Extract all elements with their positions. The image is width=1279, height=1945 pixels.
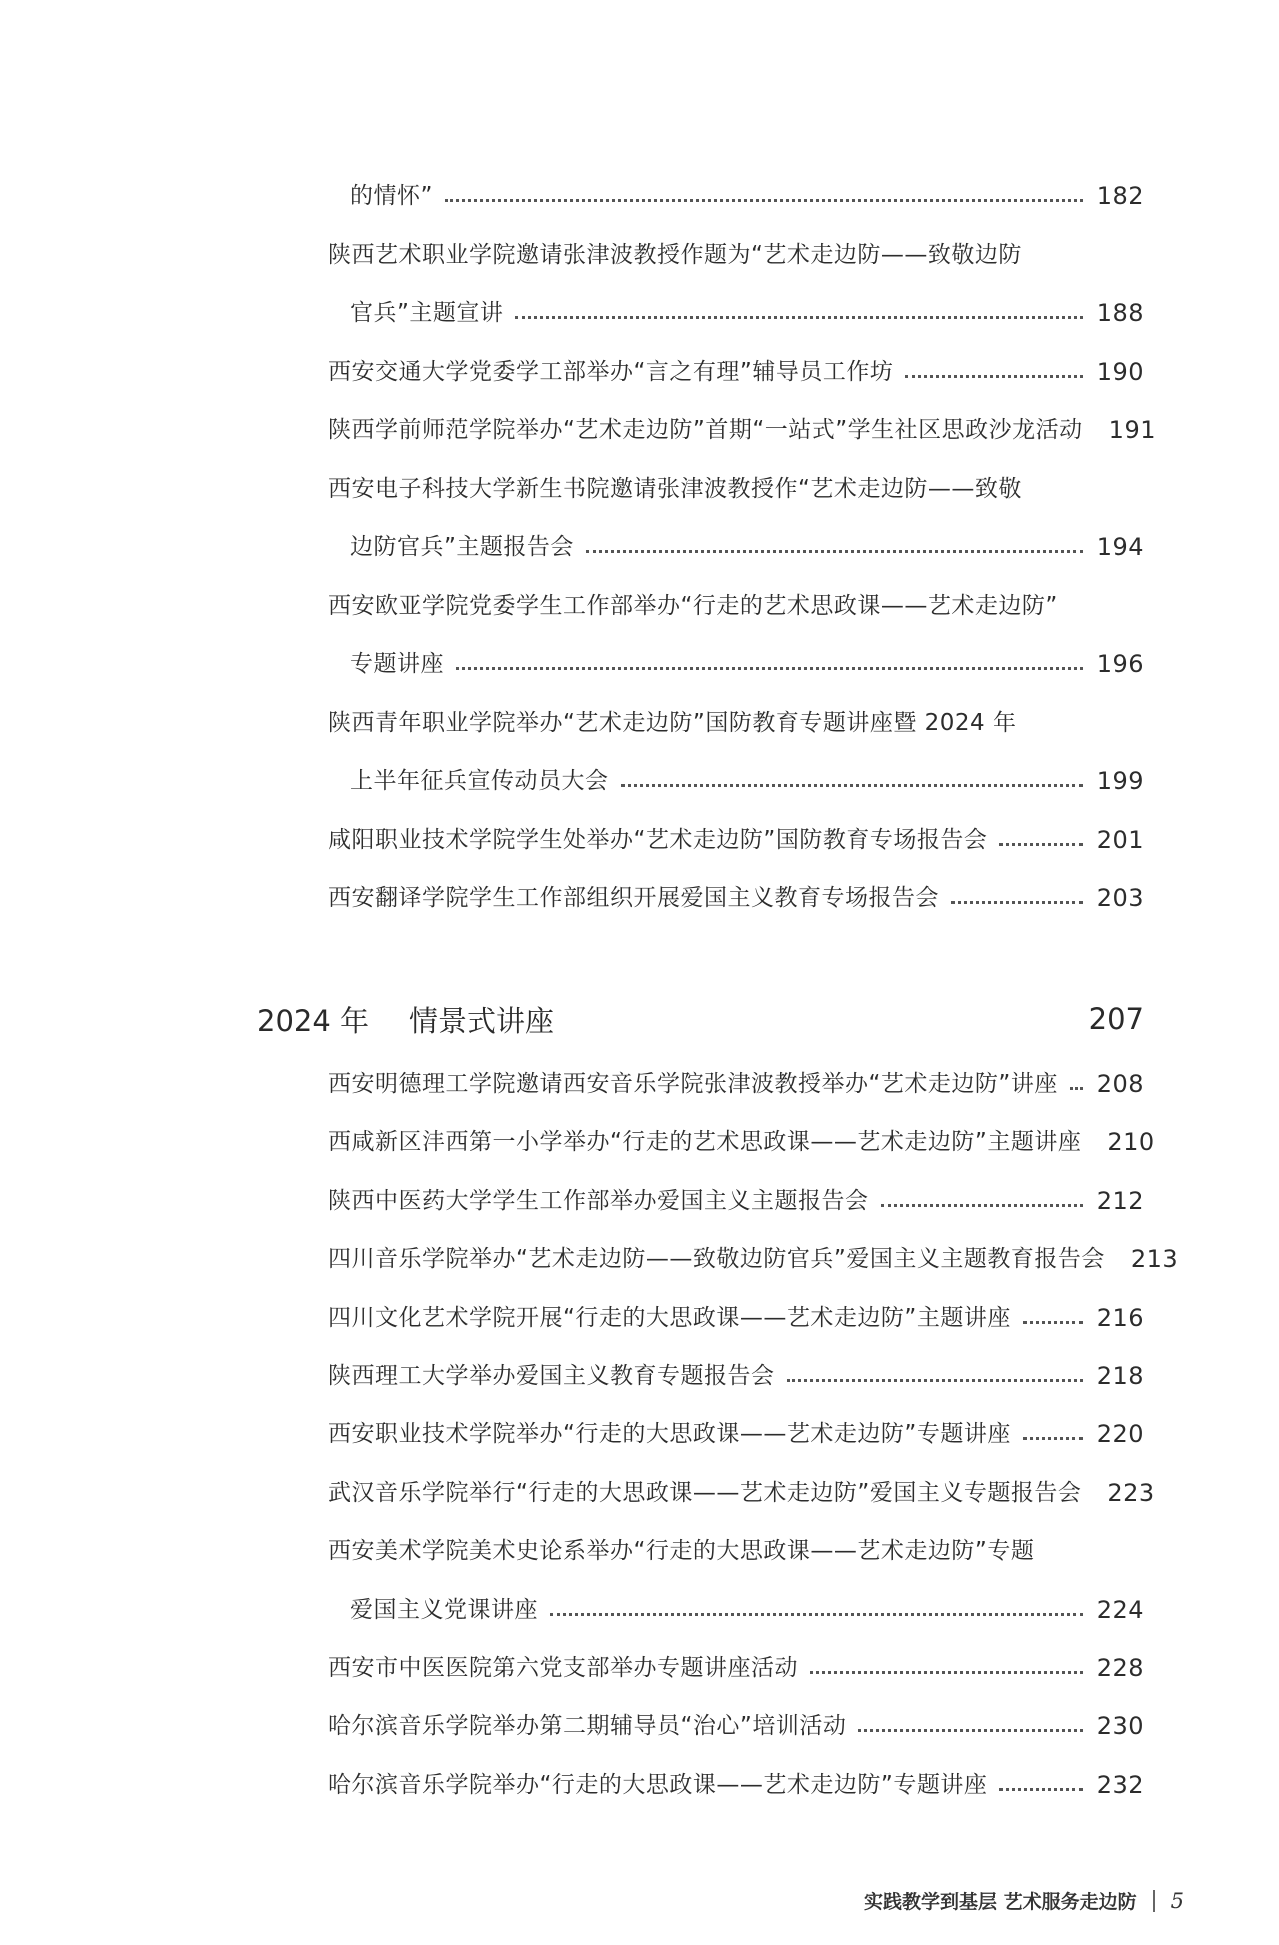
dot-leader [586, 550, 1083, 553]
toc-entry-title: 官兵”主题宣讲 [350, 300, 504, 326]
toc-entry[interactable] [328, 1300, 1144, 1336]
toc-entry-title: 的情怀” [350, 183, 433, 209]
toc-entry-title: 爱国主义党课讲座 [350, 1596, 538, 1623]
toc-entry[interactable] [328, 1358, 1144, 1394]
toc-entry-first-line[interactable] [328, 1533, 1144, 1569]
section-title: 情景式讲座 [409, 1003, 555, 1038]
toc-entry-title: 哈尔滨音乐学院举办第二期辅导员“治心”培训活动 [328, 1713, 847, 1740]
toc-entry-title: 西咸新区沣西第一小学举办“行走的艺术思政课——艺术走边防”主题讲座 [328, 1129, 1082, 1156]
toc-entry[interactable] [328, 1183, 1144, 1219]
toc-entry-first-line[interactable] [328, 705, 1144, 741]
toc-entry[interactable] [328, 1475, 1155, 1511]
toc-entry-title: 西安明德理工学院邀请西安音乐学院张津波教授举办“艺术走边防”讲座 [328, 1071, 1058, 1097]
toc-entry[interactable] [328, 412, 1156, 448]
toc-entry-first-line[interactable] [328, 588, 1144, 624]
toc-entry-page: 191 [1108, 416, 1156, 444]
toc-entry-page: 232 [1096, 1770, 1144, 1799]
toc-entry-page: 228 [1096, 1654, 1144, 1682]
toc-entry-page: 201 [1096, 825, 1144, 854]
toc-entry-page: 212 [1096, 1186, 1144, 1215]
toc-entry-title: 陕西理工大学举办爱国主义教育专题报告会 [328, 1363, 775, 1389]
toc-entry-page: 223 [1107, 1478, 1155, 1507]
toc-entry-continuation[interactable] [350, 1592, 1144, 1628]
toc-entry-title: 陕西青年职业学院举办“艺术走边防”国防教育专题讲座暨 2024 年 [328, 709, 1017, 736]
dot-leader [550, 1613, 1083, 1616]
toc-entry-page: 188 [1096, 299, 1144, 327]
toc-entry-page: 230 [1096, 1712, 1144, 1741]
toc-entry-page: 194 [1096, 533, 1144, 561]
dot-leader [999, 843, 1082, 846]
toc-entry[interactable] [328, 354, 1144, 390]
toc-entry-first-line[interactable] [328, 237, 1144, 273]
toc-entry[interactable] [328, 1650, 1144, 1686]
toc-entry-title: 四川音乐学院举办“艺术走边防——致敬边防官兵”爱国主义主题教育报告会 [328, 1246, 1105, 1273]
toc-entry-title: 西安市中医医院第六党支部举办专题讲座活动 [328, 1655, 798, 1681]
dot-leader [905, 375, 1082, 378]
section-heading[interactable] [257, 995, 1144, 1043]
dot-leader [787, 1379, 1083, 1382]
dot-leader [999, 1788, 1082, 1791]
toc-entry-title: 西安翻译学院学生工作部组织开展爱国主义教育专场报告会 [328, 885, 939, 911]
dot-leader [810, 1671, 1083, 1674]
toc-entry-title: 陕西中医药大学学生工作部举办爱国主义主题报告会 [328, 1187, 869, 1214]
toc-entry-title: 四川文化艺术学院开展“行走的大思政课——艺术走边防”主题讲座 [328, 1304, 1011, 1331]
toc-entry[interactable] [328, 1241, 1179, 1277]
dot-leader [445, 199, 1083, 202]
toc-entry-page: 203 [1096, 884, 1144, 912]
toc-entry-continuation[interactable] [350, 646, 1144, 682]
section-year: 2024 年 [257, 1003, 370, 1038]
toc-entry[interactable] [328, 822, 1144, 858]
section-page: 207 [1088, 1002, 1144, 1036]
toc-entry-page: 220 [1096, 1420, 1144, 1449]
dot-leader [858, 1729, 1082, 1732]
toc-entry-page: 182 [1096, 182, 1144, 210]
toc-entry-page: 213 [1130, 1245, 1179, 1274]
toc-entry-title: 西安交通大学党委学工部举办“言之有理”辅导员工作坊 [328, 358, 894, 385]
toc-entry-first-line[interactable] [328, 471, 1144, 507]
toc-entry-title: 哈尔滨音乐学院举办“行走的大思政课——艺术走边防”专题讲座 [328, 1771, 988, 1798]
toc-entry-title: 上半年征兵宣传动员大会 [350, 768, 609, 794]
toc-entry-continuation[interactable] [350, 763, 1144, 799]
dot-leader [1023, 1437, 1083, 1440]
toc-entry-title: 武汉音乐学院举行“行走的大思政课——艺术走边防”爱国主义专题报告会 [328, 1479, 1082, 1506]
toc-entry-page: 190 [1096, 357, 1144, 386]
toc-entry-page: 210 [1107, 1128, 1155, 1157]
toc-entry-title: 边防官兵”主题报告会 [350, 534, 574, 560]
toc-entry[interactable] [328, 1708, 1144, 1744]
dot-leader [1023, 1321, 1083, 1324]
toc-entry[interactable] [328, 1124, 1155, 1160]
footer-divider [1153, 1890, 1155, 1912]
toc-entry-page: 218 [1096, 1362, 1144, 1390]
toc-entry-page: 199 [1096, 767, 1144, 795]
toc-entry-page: 208 [1096, 1070, 1144, 1098]
toc-entry[interactable] [328, 880, 1144, 916]
section-title-group [257, 999, 554, 1040]
dot-leader [881, 1204, 1083, 1207]
toc-entry-title: 陕西学前师范学院举办“艺术走边防”首期“一站式”学生社区思政沙龙活动 [328, 417, 1083, 443]
footer-page-number: 5 [1170, 1888, 1184, 1913]
toc-entry-continuation[interactable] [350, 529, 1144, 565]
toc-entry-page: 216 [1096, 1303, 1144, 1332]
toc-entry-continuation[interactable] [350, 178, 1144, 214]
toc-entry-continuation[interactable] [350, 295, 1144, 331]
dot-leader [621, 784, 1083, 787]
toc-entry-title: 西安职业技术学院举办“行走的大思政课——艺术走边防”专题讲座 [328, 1421, 1011, 1448]
toc-entry-page: 224 [1096, 1595, 1144, 1624]
toc-entry-title: 西安欧亚学院党委学生工作部举办“行走的艺术思政课——艺术走边防” [328, 592, 1058, 619]
toc-entry-title: 西安美术学院美术史论系举办“行走的大思政课——艺术走边防”专题 [328, 1538, 1035, 1565]
toc-entry-title: 西安电子科技大学新生书院邀请张津波教授作“艺术走边防——致敬 [328, 475, 1022, 502]
footer-book-title: 实践教学到基层 艺术服务走边防 [864, 1891, 1137, 1913]
dot-leader [515, 316, 1082, 319]
toc-entry-title: 专题讲座 [350, 651, 444, 677]
dot-leader [1070, 1087, 1083, 1090]
toc-entry[interactable] [328, 1767, 1144, 1803]
toc-entry[interactable] [328, 1066, 1144, 1102]
toc-entry-title: 咸阳职业技术学院学生处举办“艺术走边防”国防教育专场报告会 [328, 826, 988, 853]
dot-leader [456, 667, 1083, 670]
dot-leader [951, 901, 1083, 904]
toc-entry[interactable] [328, 1416, 1144, 1452]
toc-entry-title: 陕西艺术职业学院邀请张津波教授作题为“艺术走边防——致敬边防 [328, 241, 1022, 268]
running-footer [864, 1887, 1184, 1914]
toc-entry-page: 196 [1096, 650, 1144, 678]
